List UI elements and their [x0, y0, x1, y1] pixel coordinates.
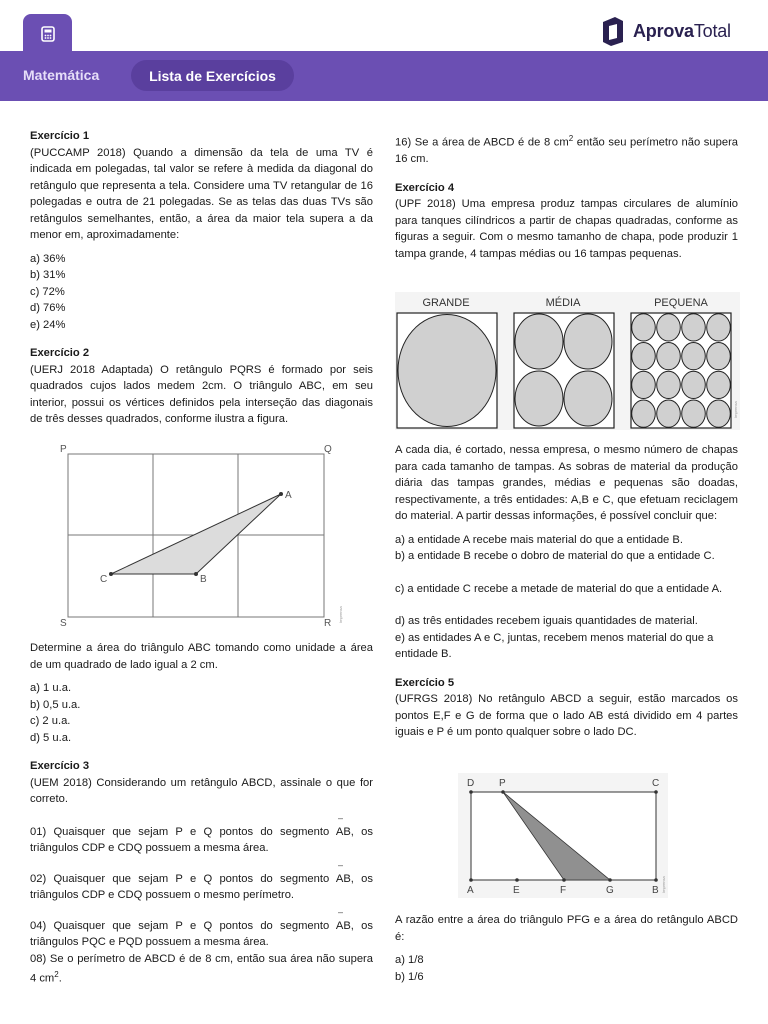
exercise-2-options	[30, 680, 373, 746]
figure-credit: Imprensa	[733, 401, 738, 418]
exercise-3-text: (UEM 2018) Considerando um retângulo ABCD, assinale o que for correto.	[30, 776, 373, 805]
period: .	[58, 972, 62, 985]
sheet-media	[514, 313, 614, 428]
label-c: C	[100, 574, 108, 585]
item-16-text: 16) Se a área de ABCD é de 8 cm	[395, 136, 569, 149]
option: a) 36%	[30, 252, 66, 265]
option: b) a entidade B recebe o dobro de material do que a entidade C.	[395, 550, 715, 562]
option: c) 72%	[30, 285, 65, 298]
small-lid	[632, 371, 656, 398]
superscript: 2	[54, 970, 59, 979]
small-lid	[707, 343, 731, 370]
label-media: MÉDIA	[545, 297, 581, 309]
option: a) 1 u.a.	[30, 682, 72, 694]
label-e: E	[513, 885, 520, 896]
label-g: G	[606, 885, 614, 896]
exercise-1-title: Exercício 1	[30, 130, 90, 142]
sheet-grande	[397, 313, 497, 428]
option: c) 2 u.a.	[30, 715, 71, 727]
exercise-4-figure	[395, 292, 740, 430]
small-lid	[682, 400, 706, 427]
exercise-1-text: (PUCCAMP 2018) Quando a dimensão da tela de uma TV é indicada em polegadas, tal valor se refere à medida da diagonal do retângulo que representa a tela. Considere uma TV retangular de 16 polegadas e outra de 21 polegadas. Se as telas das duas TVs são retângulos semelhantes, então, a área da maior tela supera a da menor em, aproximadamente:	[30, 146, 373, 241]
label-b: B	[200, 574, 207, 585]
right-column-bottom	[395, 912, 738, 985]
overline-mark: –	[337, 812, 343, 823]
aprovatotal-logo-icon	[601, 16, 625, 46]
small-lid	[707, 400, 731, 427]
small-lid	[657, 314, 681, 341]
label-f: F	[560, 885, 567, 896]
exercise-5-figure	[458, 773, 668, 898]
small-lid	[632, 400, 656, 427]
exercise-3-item-02: 02) Quaisquer que sejam P e Q pontos do segmento AB, os triângulos CDP e CDQ possuem o mesmo perímetro.	[30, 872, 373, 901]
exercise-4-text: (UPF 2018) Uma empresa produz tampas circulares de alumínio para tanques cilíndricos a partir de chapas quadradas, conforme as figuras a seguir. Com o mesmo tamanho de chapa, pode produzir 1 tampa grande, 4 tampas médias ou 16 tampas pequenas.	[395, 198, 738, 260]
exercise-3-title: Exercício 3	[30, 760, 90, 772]
right-column	[395, 131, 738, 262]
figure-credit: Imprensa	[338, 606, 343, 623]
exercise-4-options	[395, 532, 738, 663]
exercise-4-text-2: A cada dia, é cortado, nessa empresa, o mesmo número de chapas para cada tamanho de tampas. As sobras de material da produção diária das tampas grandes, médias e pequenas são doadas, respectivamente, a três entidades: A,B e C, que efetuam reciclagem do material. A partir dessas informações, é possível concluir que:	[395, 444, 738, 522]
exercise-5-title: Exercício 5	[395, 676, 455, 689]
superscript: 2	[568, 134, 574, 143]
option: b) 1/6	[395, 970, 424, 983]
option: d) 76%	[30, 302, 66, 314]
figure-credit: Imprensa	[661, 876, 666, 893]
option: a) a entidade A recebe mais material do que a entidade B.	[395, 533, 683, 546]
small-lid	[657, 343, 681, 370]
exercise-1-options	[30, 251, 373, 334]
label-pequena: PEQUENA	[654, 297, 708, 309]
small-lid	[632, 343, 656, 370]
label-b: B	[652, 885, 659, 896]
overline-mark: –	[337, 906, 343, 917]
small-lid	[707, 371, 731, 398]
small-lid	[657, 371, 681, 398]
label-s: S	[60, 618, 67, 629]
small-lid	[682, 371, 706, 398]
label-a: A	[285, 490, 292, 501]
overline-mark: –	[337, 859, 343, 870]
option: d) 5 u.a.	[30, 731, 72, 744]
option: c) a entidade C recebe a metade de material do que a entidade A.	[395, 582, 723, 595]
exercise-3-item-08	[30, 951, 373, 988]
exercise-3-item-04: 04) Quaisquer que sejam P e Q pontos do segmento AB, os triângulos PQC e PQD possuem a mesma área.	[30, 919, 373, 948]
option: d) as três entidades recebem iguais quantidades de material.	[395, 615, 698, 627]
label-p: P	[60, 444, 67, 455]
option: b) 0,5 u.a.	[30, 698, 81, 711]
exercise-3-item-01: 01) Quaisquer que sejam P e Q pontos do segmento AB, os triângulos CDP e CDQ possuem a mesma área.	[30, 825, 373, 854]
tab-lista-exercicios[interactable]: Lista de Exercícios	[131, 60, 294, 91]
logo-bold: Aprova	[633, 20, 694, 41]
logo-regular: Total	[693, 20, 731, 41]
label-r: R	[324, 618, 332, 629]
label-grande: GRANDE	[422, 297, 470, 309]
calculator-tab[interactable]	[23, 14, 72, 54]
header-bar	[0, 51, 768, 101]
option: e) as entidades A e C, juntas, recebem menos material do que a entidade B.	[395, 631, 714, 660]
exercise-2-text: (UERJ 2018 Adaptada) O retângulo PQRS é formado por seis quadrados cujos lados medem 2cm. O triângulo ABC, em seu interior, possui os vértices definidos pela interseção das diagonais de três desses quadrados, conforme ilustra a figura.	[30, 363, 373, 425]
calculator-icon	[41, 26, 55, 42]
exercise-2-question: Determine a área do triângulo ABC tomando como unidade a área de um quadrado de lado igual a 2 cm.	[30, 642, 373, 671]
exercise-5-question: A razão entre a área do triângulo PFG e a área do retângulo ABCD é:	[395, 914, 738, 943]
right-column-lower	[395, 442, 738, 741]
label-p: P	[499, 778, 506, 789]
label-d: D	[467, 778, 475, 789]
label-a: A	[467, 885, 474, 896]
exercise-3-item-16	[395, 131, 738, 168]
label-q: Q	[324, 444, 332, 455]
label-c: C	[652, 778, 660, 789]
sheet-pequena	[631, 313, 731, 428]
option: b) 31%	[30, 269, 66, 281]
left-column-lower	[30, 640, 373, 987]
exercise-5-options	[395, 952, 738, 985]
aprovatotal-logo[interactable]	[601, 16, 731, 46]
small-lid	[682, 343, 706, 370]
option: a) 1/8	[395, 954, 424, 966]
small-lid	[682, 314, 706, 341]
option: e) 24%	[30, 318, 66, 331]
exercise-2-figure	[54, 440, 354, 630]
exercise-4-title: Exercício 4	[395, 181, 455, 194]
logo-wordmark	[633, 21, 731, 42]
exercise-2-title: Exercício 2	[30, 347, 90, 359]
small-lid	[707, 314, 731, 341]
small-lid	[657, 400, 681, 427]
item-16-text-end: então seu perímetro não supera 16 cm.	[395, 136, 739, 166]
exercise-5-text: (UFRGS 2018) No retângulo ABCD a seguir, estão marcados os pontos E,F e G de forma que o lado AB está dividido em 4 partes iguais e P é um ponto qualquer sobre o lado DC.	[395, 693, 738, 738]
small-lid	[632, 314, 656, 341]
subject-label[interactable]: Matemática	[23, 67, 100, 83]
left-column	[30, 128, 373, 428]
item-08-text: 08) Se o perímetro de ABCD é de 8 cm, então sua área não supera 4 cm	[30, 952, 373, 985]
